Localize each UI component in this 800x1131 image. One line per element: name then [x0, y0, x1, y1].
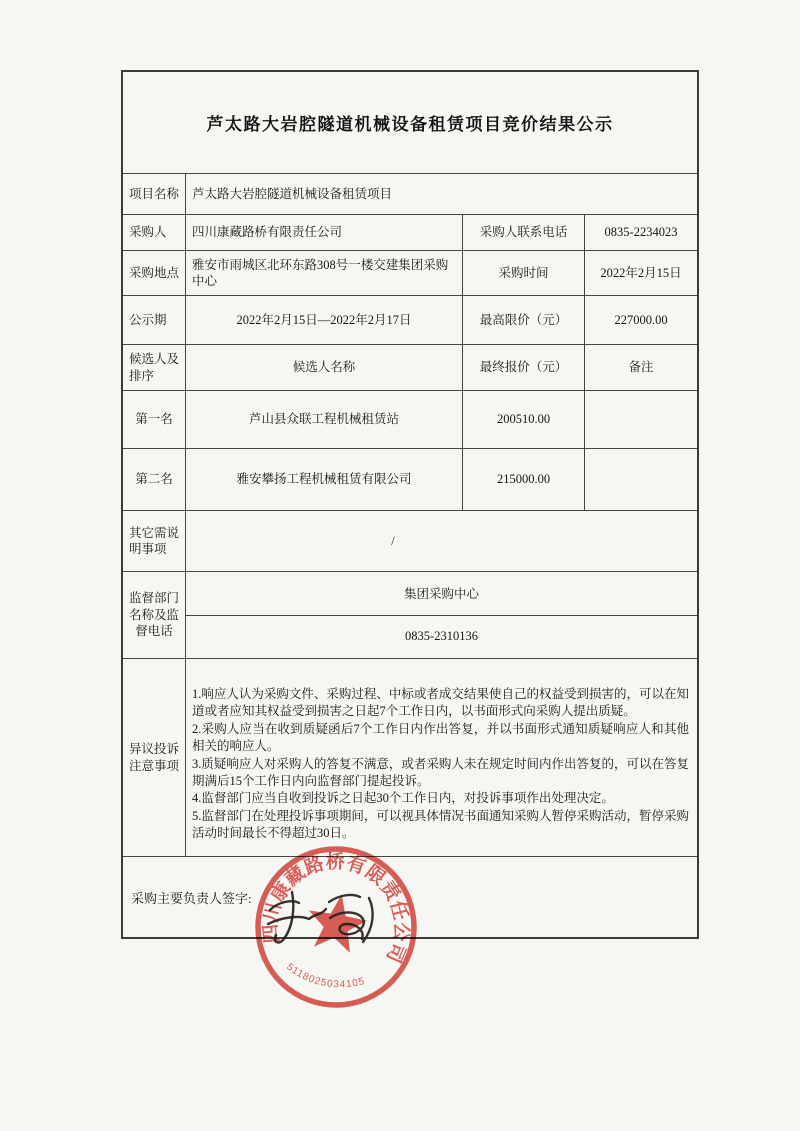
supervision-phone: 0835-2310136 [186, 615, 697, 659]
publicity-label: 公示期 [129, 312, 167, 327]
signature-stroke [268, 909, 326, 924]
candidate-2-rank: 第二名 [135, 472, 173, 487]
candidates-price-header: 最终报价（元） [462, 345, 584, 390]
purchaser-phone-value: 0835-2234023 [584, 215, 697, 250]
objection-item-5: 5.监督部门在处理投诉事项期间，可以视具体情况书面通知采购人暂停采购活动，暂停采购活动时间最长不得超过30日。 [192, 808, 689, 841]
row-project-name [123, 173, 697, 214]
candidates-rank-header: 候选人及排序 [129, 352, 180, 383]
location-value: 雅安市雨城区北环东路308号一楼交建集团采购中心 [185, 251, 462, 295]
seal-company-text: 四川康藏路桥有限责任公司 [260, 851, 412, 966]
max-price-value: 227000.00 [584, 296, 697, 344]
supervision-label: 监督部门名称及监督电话 [128, 591, 179, 639]
publicity-value: 2022年2月15日—2022年2月17日 [185, 296, 462, 344]
signature-label: 采购主要负责人签字: [131, 890, 252, 906]
row-candidates-header [123, 344, 697, 390]
project-name-label: 项目名称 [129, 186, 180, 201]
signature-stroke [330, 912, 364, 939]
candidate-2-name: 雅安攀扬工程机械租赁有限公司 [185, 449, 462, 510]
table-row-candidate-1 [123, 390, 697, 448]
signature-stroke [329, 895, 360, 902]
row-location [123, 250, 697, 295]
purchaser-value: 四川康藏路桥有限责任公司 [185, 215, 462, 250]
supervision-department: 集团采购中心 [403, 587, 479, 602]
objection-item-3: 3.质疑响应人对采购人的答复不满意，或者采购人未在规定时间内作出答复的，可以在答复期满后15个工作日内向监督部门提起投诉。 [192, 756, 689, 789]
max-price-label: 最高限价（元） [462, 296, 584, 344]
objection-item-1: 1.响应人认为采购文件、采购过程、中标或者成交结果使自己的权益受到损害的，可以在知道或者应知其权益受到损害之日起7个工作日内，以书面形式向采购人提出质疑。 [192, 687, 689, 719]
objection-item-4: 4.监督部门应当自收到投诉之日起30个工作日内，对投诉事项作出处理决定。 [192, 791, 614, 806]
document-title: 芦太路大岩腔隧道机械设备租赁项目竞价结果公示 [206, 115, 614, 134]
row-supervision [123, 571, 697, 658]
seal-serial-number: 5118025034105 [284, 961, 367, 991]
purchase-time-value: 2022年2月15日 [584, 251, 697, 295]
handwritten-signature [250, 878, 390, 956]
purchase-time-label: 采购时间 [462, 251, 584, 295]
other-notes-value: / [185, 511, 697, 571]
candidate-1-name: 芦山县众联工程机械租赁站 [185, 391, 462, 448]
row-publicity-period [123, 295, 697, 344]
candidate-1-price: 200510.00 [462, 391, 584, 448]
row-title [123, 72, 697, 173]
purchaser-phone-label: 采购人联系电话 [462, 215, 584, 250]
row-purchaser [123, 214, 697, 250]
candidate-1-rank: 第一名 [135, 412, 173, 427]
candidate-1-remark [584, 391, 697, 448]
other-notes-label: 其它需说明事项 [129, 525, 180, 556]
candidate-2-remark [584, 449, 697, 510]
objection-item-2: 2.采购人应当在收到质疑函后7个工作日内作出答复，并以书面形式通知质疑响应人和其他相关的响应人。 [192, 721, 689, 754]
row-other-notes [123, 510, 697, 571]
project-name-value: 芦太路大岩腔隧道机械设备租赁项目 [185, 174, 697, 214]
signature-stroke [270, 901, 299, 910]
location-label: 采购地点 [129, 265, 180, 280]
announcement-table [121, 70, 699, 939]
purchaser-label: 采购人 [129, 225, 167, 240]
candidate-2-price: 215000.00 [462, 449, 584, 510]
candidates-name-header: 候选人名称 [185, 345, 462, 390]
supervision-values [185, 572, 697, 658]
table-row-candidate-2 [123, 448, 697, 510]
objection-label: 异议投诉注意事项 [129, 742, 180, 773]
candidates-remark-header: 备注 [584, 345, 697, 390]
